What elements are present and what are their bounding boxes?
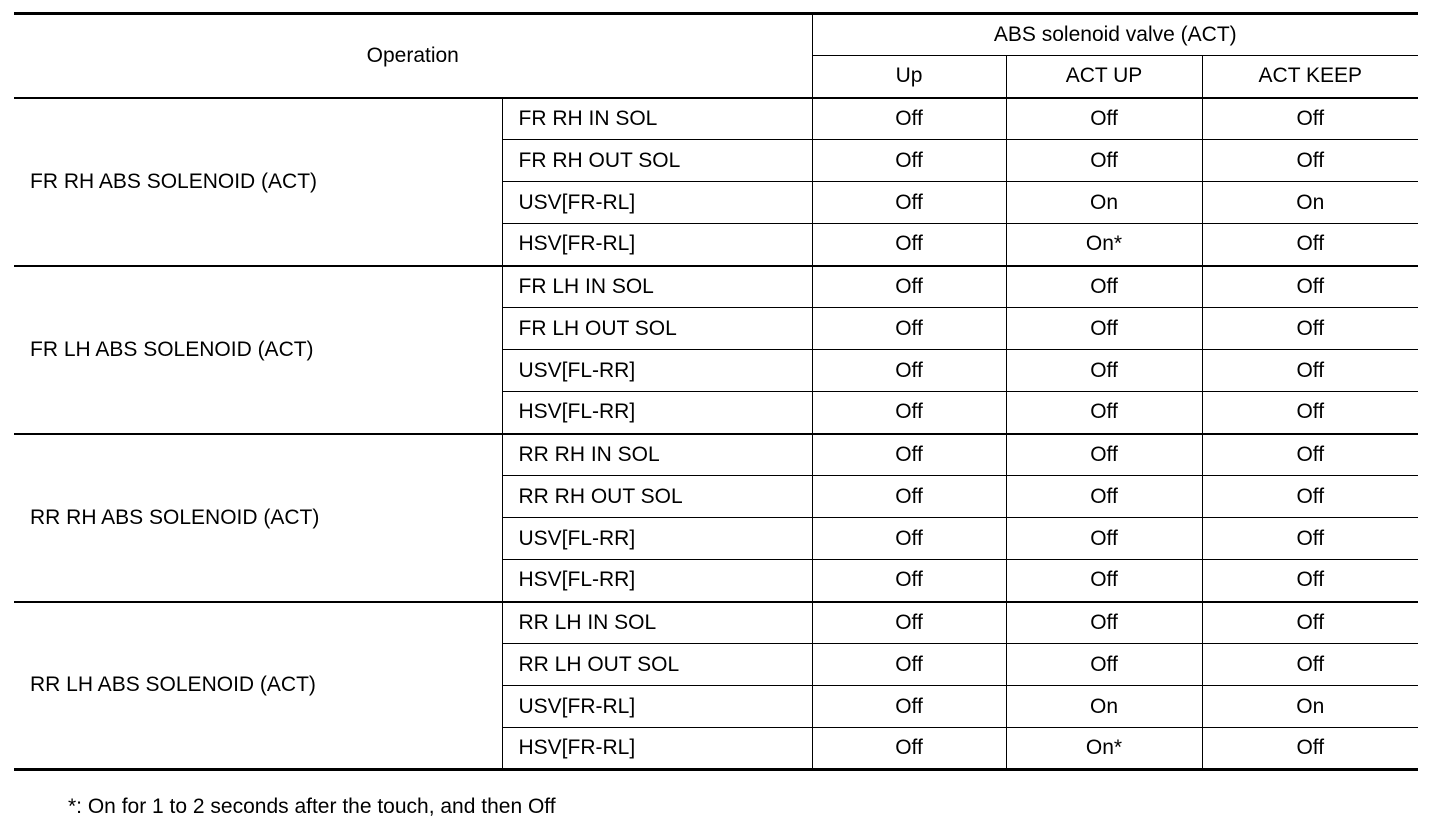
value-cell-act-up: Off <box>1006 560 1202 602</box>
value-cell-up: Off <box>812 518 1006 560</box>
item-name-cell: HSV[FR-RL] <box>502 728 812 770</box>
value-cell-up: Off <box>812 140 1006 182</box>
item-name-cell: HSV[FL-RR] <box>502 560 812 602</box>
value-cell-up: Off <box>812 476 1006 518</box>
header-row <box>14 14 1418 56</box>
value-cell-act-keep: Off <box>1202 266 1418 308</box>
value-cell-act-up: Off <box>1006 266 1202 308</box>
value-cell-act-keep: Off <box>1202 224 1418 266</box>
value-cell-up: Off <box>812 644 1006 686</box>
value-cell-act-up: Off <box>1006 518 1202 560</box>
value-cell-act-keep: Off <box>1202 308 1418 350</box>
value-cell-act-keep: Off <box>1202 644 1418 686</box>
footnote: *: On for 1 to 2 seconds after the touch, and then Off <box>68 795 556 818</box>
item-name-cell: FR RH IN SOL <box>502 98 812 140</box>
item-name-cell: FR RH OUT SOL <box>502 140 812 182</box>
value-cell-act-up: Off <box>1006 602 1202 644</box>
item-name-cell: USV[FR-RL] <box>502 182 812 224</box>
value-cell-up: Off <box>812 182 1006 224</box>
column-header-up: Up <box>812 56 1006 98</box>
value-cell-up: Off <box>812 560 1006 602</box>
value-cell-act-up: On <box>1006 182 1202 224</box>
table-row <box>14 98 1418 140</box>
operation-header: Operation <box>14 14 812 98</box>
abs-solenoid-table <box>14 12 1418 771</box>
value-cell-act-keep: Off <box>1202 140 1418 182</box>
value-cell-up: Off <box>812 224 1006 266</box>
table-body <box>14 14 1418 770</box>
value-cell-act-up: On* <box>1006 224 1202 266</box>
item-name-cell: USV[FL-RR] <box>502 350 812 392</box>
value-cell-up: Off <box>812 98 1006 140</box>
table-row <box>14 266 1418 308</box>
value-cell-act-keep: On <box>1202 686 1418 728</box>
value-cell-act-up: Off <box>1006 434 1202 476</box>
value-cell-act-keep: Off <box>1202 518 1418 560</box>
item-name-cell: FR LH IN SOL <box>502 266 812 308</box>
item-name-cell: HSV[FR-RL] <box>502 224 812 266</box>
value-cell-act-up: Off <box>1006 350 1202 392</box>
value-cell-act-up: Off <box>1006 140 1202 182</box>
value-cell-up: Off <box>812 308 1006 350</box>
item-name-cell: RR LH OUT SOL <box>502 644 812 686</box>
value-cell-act-up: On* <box>1006 728 1202 770</box>
column-header-act-up: ACT UP <box>1006 56 1202 98</box>
value-cell-up: Off <box>812 350 1006 392</box>
value-cell-act-keep: Off <box>1202 392 1418 434</box>
value-cell-up: Off <box>812 686 1006 728</box>
value-cell-act-keep: Off <box>1202 560 1418 602</box>
value-cell-up: Off <box>812 728 1006 770</box>
value-cell-act-up: Off <box>1006 644 1202 686</box>
value-cell-act-keep: Off <box>1202 476 1418 518</box>
group-name-cell: FR RH ABS SOLENOID (ACT) <box>14 98 502 266</box>
abs-solenoid-valve-header: ABS solenoid valve (ACT) <box>812 14 1418 56</box>
value-cell-up: Off <box>812 392 1006 434</box>
value-cell-act-keep: Off <box>1202 434 1418 476</box>
item-name-cell: HSV[FL-RR] <box>502 392 812 434</box>
table-row <box>14 434 1418 476</box>
value-cell-act-keep: Off <box>1202 98 1418 140</box>
value-cell-act-keep: On <box>1202 182 1418 224</box>
value-cell-act-up: Off <box>1006 308 1202 350</box>
value-cell-act-keep: Off <box>1202 728 1418 770</box>
group-name-cell: RR LH ABS SOLENOID (ACT) <box>14 602 502 770</box>
value-cell-up: Off <box>812 266 1006 308</box>
value-cell-act-up: Off <box>1006 98 1202 140</box>
value-cell-act-keep: Off <box>1202 350 1418 392</box>
item-name-cell: FR LH OUT SOL <box>502 308 812 350</box>
value-cell-act-up: On <box>1006 686 1202 728</box>
item-name-cell: RR RH OUT SOL <box>502 476 812 518</box>
value-cell-act-up: Off <box>1006 476 1202 518</box>
value-cell-act-up: Off <box>1006 392 1202 434</box>
item-name-cell: RR RH IN SOL <box>502 434 812 476</box>
group-name-cell: FR LH ABS SOLENOID (ACT) <box>14 266 502 434</box>
group-name-cell: RR RH ABS SOLENOID (ACT) <box>14 434 502 602</box>
value-cell-act-keep: Off <box>1202 602 1418 644</box>
column-header-act-keep: ACT KEEP <box>1202 56 1418 98</box>
item-name-cell: USV[FL-RR] <box>502 518 812 560</box>
item-name-cell: USV[FR-RL] <box>502 686 812 728</box>
value-cell-up: Off <box>812 602 1006 644</box>
table-row <box>14 602 1418 644</box>
item-name-cell: RR LH IN SOL <box>502 602 812 644</box>
value-cell-up: Off <box>812 434 1006 476</box>
